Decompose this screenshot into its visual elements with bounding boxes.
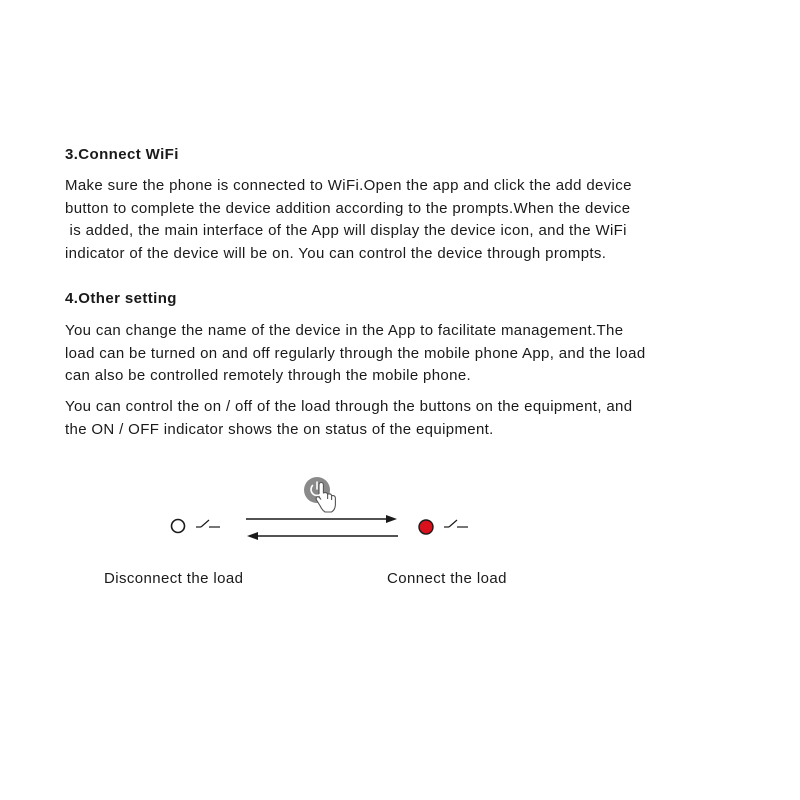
paragraph-line: is added, the main interface of the App will display the device icon, and the WiFi [65, 222, 627, 239]
paragraph-line: button to complete the device addition according to the prompts.When the device [65, 199, 631, 217]
paragraph-line: the ON / OFF indicator shows the on status of the equipment. [65, 420, 494, 438]
backward-arrow-icon [247, 532, 398, 540]
paragraph-line: You can control the on / off of the load through the buttons on the equipment, and [65, 398, 633, 415]
paragraph-line: can also be controlled remotely through the mobile phone. [65, 367, 472, 384]
section-heading-other-setting: 4.Other setting [65, 290, 177, 307]
paragraph-line: Make sure the phone is connected to WiFi.Open the app and click the add device [65, 177, 632, 194]
switch-open-icon [196, 520, 220, 527]
switch-open-icon [444, 520, 468, 527]
off-indicator-icon [172, 520, 185, 533]
other-setting-paragraph-2 [65, 396, 765, 441]
section-heading-connect-wifi: 3.Connect WiFi [65, 146, 179, 163]
paragraph-line: indicator of the device will be on. You can control the device through prompts. [65, 244, 607, 262]
connect-wifi-paragraph [65, 175, 765, 265]
connect-load-caption: Connect the load [387, 570, 507, 587]
on-indicator-icon [419, 520, 433, 534]
paragraph-line: load can be turned on and off regularly through the mobile phone App, and the load [65, 344, 646, 362]
paragraph-line: You can change the name of the device in the App to facilitate management.The [65, 322, 624, 339]
other-setting-paragraph-1 [65, 320, 765, 388]
forward-arrow-icon [246, 515, 397, 523]
disconnect-load-caption: Disconnect the load [104, 570, 244, 587]
load-switch-diagram [0, 470, 800, 570]
